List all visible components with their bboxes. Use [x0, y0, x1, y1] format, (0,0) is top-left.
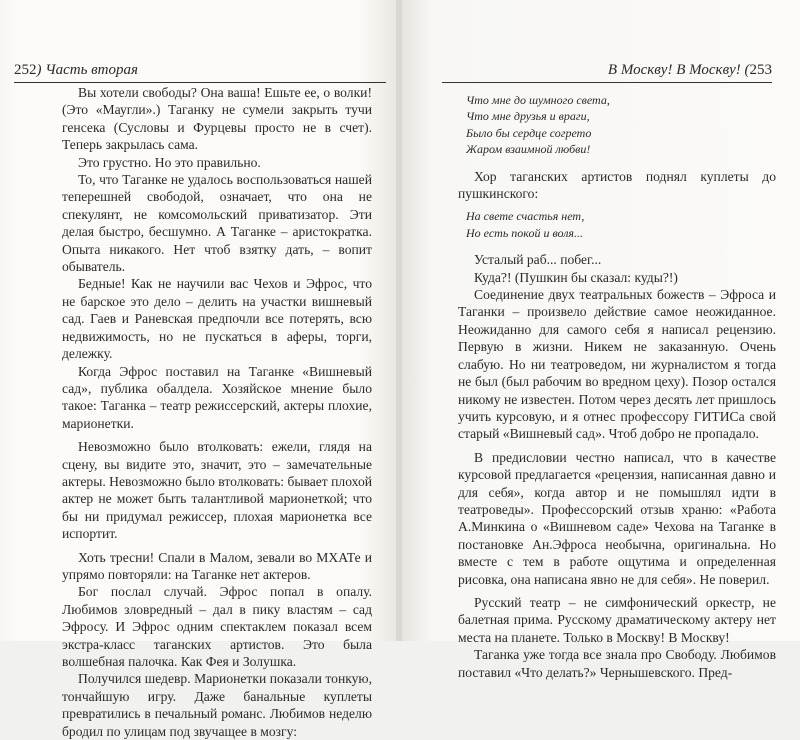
paragraph: Это грустно. Но это правильно. [78, 154, 261, 170]
page-number: 252 [14, 62, 37, 78]
right-running-head [608, 62, 772, 79]
header-rule [14, 82, 386, 83]
paragraph: Соединение двух театральных божеств – Эфроса и Таганки – произвело действие самое неожиданное. Неожиданно для самого себя я написал рецензию. Первую в жизни. Никем не заказанную. Очень слабую. Но ни театроведом, ни журналистом я тогда не был (был рабочим во вредном цеху). Позор остался никому не известен. Потом через десять лет пришлось учить курсовую, и я отнес профессору ГИТИСа свой старый «Вишневый сад». Чтоб добро не пропадало. [458, 287, 776, 442]
right-body-text [458, 84, 776, 681]
paragraph: Русский театр – не симфонический оркестр, не балетная прима. Русскому драматическому актеру нет места на планете. Только в Москву! В Москву! [458, 594, 776, 645]
verse-line: Что мне до шумного света, [466, 93, 610, 107]
page-number-bracket: ( [744, 62, 750, 78]
page-number-bracket: ) [36, 62, 42, 78]
left-page [0, 0, 398, 739]
verse-line: Но есть покой и воля... [466, 225, 584, 240]
paragraph: Бог послал случай. Эфрос попал в опалу. Любимов зловредный – дал в пику властям – сад Эфросу. И Эфрос одним спектаклем показал всем экстра-класс таганских артистов. Это была волшебная палочка. Как Фея и Золушка. [62, 584, 372, 669]
paragraph: В предисловии честно написал, что в качестве курсовой предлагается «рецензия, написанная давно и для себя», когда автор и не помышлял идти в театроведы». Профессорский отзыв храню: «Работа А.Минкина о «Вишневом саде» Чехова на Таганке в постановке Ан.Эфроса необычна, оригинальна. Но вместе с тем в работе ощутима и определенная рисовка, она написана явно не для себя». Не поверил. [458, 449, 776, 587]
paragraph: Таганка уже тогда все знала про Свободу. Любимов поставил «Что делать?» Чернышевского. Пред- [458, 647, 776, 680]
right-page [402, 0, 800, 680]
verse-line: Что мне друзья и враги, [466, 109, 590, 124]
verse-line: Жаром взаимной любви! [466, 142, 591, 157]
paragraph: Вы хотели свободы? Она ваша! Ешьте ее, о волки! (Это «Маугли».) Таганку не сумели закрыть тучи генсека (Сусловы и Фурцевы просто не в счет). Теперь закрылась сама. [62, 85, 372, 153]
header-rule [442, 82, 772, 83]
verse-block [458, 92, 776, 158]
paragraph: Невозможно было втолковать: ежели, глядя на сцену, вы видите это, значит, это – замечательные актеры. Невозможно было втолковать: бывает плохой актер не может быть талантливой марионеткой; что бы ни придумал режиссер, плохая марионетка все испортит. [62, 439, 373, 542]
paragraph: Бедные! Как не научили вас Чехов и Эфрос, что не барское это дело – делить на участки вишневый сад. Гаев и Раневская предпочли все потерять, всю недвижимость, но не пускаться в аферы, торги, дележку. [62, 276, 372, 362]
paragraph: Хор таганских артистов поднял куплеты до пушкинского: [458, 168, 776, 202]
paragraph: То, что Таганке не удалось воспользоваться нашей теперешней свободой, означает, что она не спекулянт, не комсомольский приватизатор. Эти делая быстро, бесшумно. А Таганке – аристократка. Опыта никакого. Нет чтоб взятку дать, – вопит обыватель. [62, 172, 372, 275]
verse-line: На свете счастья нет, [466, 209, 585, 224]
left-body-text [62, 84, 372, 740]
section-title: Часть вторая [45, 62, 138, 78]
page-number: 253 [749, 62, 772, 78]
paragraph: Хоть тресни! Спали в Малом, зевали во МХАТе и упрямо повторяли: на Таганке нет актеров. [62, 549, 372, 582]
paragraph: Куда?! (Пушкин бы сказал: куды?!) [474, 269, 678, 285]
verse-line: Было бы сердце согрето [466, 125, 592, 140]
left-running-head [14, 62, 138, 79]
chapter-title: В Москву! В Москву! [607, 62, 741, 78]
verse-block [458, 208, 776, 241]
paragraph: Получился шедевр. Марионетки показали тонкую, тончайшую игру. Даже банальные куплеты превратились в печальный романс. Любимов неделю бродил по улицам под звучащее в мозгу: [62, 671, 372, 739]
paragraph: Когда Эфрос поставил на Таганке «Вишневый сад», публика обалдела. Хозяйское мнение было такое: Таганка – театр режиссерский, актеры плохие, марионетки. [62, 363, 372, 431]
paragraph: Усталый раб... побег... [474, 252, 602, 268]
